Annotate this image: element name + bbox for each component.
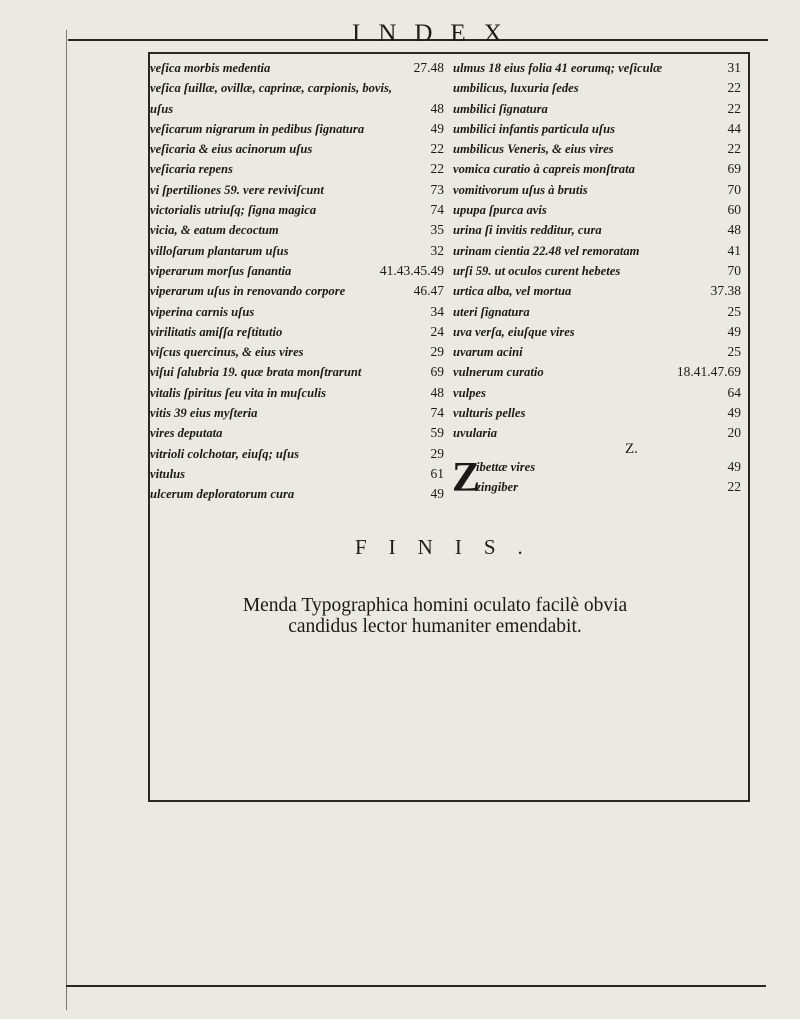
entry-term: upupa ſpurca avis	[453, 203, 547, 218]
entry-page-ref: 44	[727, 120, 741, 136]
entry-page-ref: 59	[430, 425, 444, 441]
entry-page-ref: 49	[727, 323, 741, 339]
index-entry	[150, 444, 444, 464]
entry-page-ref: 29	[430, 445, 444, 461]
entry-page-ref: 49	[430, 486, 444, 502]
entry-page-ref: 73	[430, 181, 444, 197]
entry-page-ref: 31	[727, 60, 741, 75]
index-entry	[453, 200, 741, 220]
entry-term: uvularia	[453, 426, 498, 441]
entry-term: umbilici ſignatura	[453, 101, 548, 116]
entry-term: veſicaria repens	[150, 162, 233, 177]
entry-page-ref: 69	[727, 161, 741, 177]
entry-term: viſcus quercinus, & eius vires	[150, 345, 304, 360]
page-title: INDEX	[352, 20, 520, 47]
entry-page-ref: 64	[727, 384, 741, 400]
top-rule-inner	[148, 52, 748, 54]
index-entry	[150, 322, 444, 342]
index-entry	[453, 58, 741, 78]
errata-note	[200, 595, 670, 637]
entry-term: vitulus	[150, 466, 185, 481]
index-entry	[476, 457, 741, 477]
index-entry	[150, 281, 444, 301]
entry-term: vulturis pelles	[453, 406, 526, 421]
index-entry	[453, 139, 741, 159]
index-entry	[150, 99, 444, 119]
entry-term: veſicarum nigrarum in pedibus ſignatura	[150, 121, 365, 136]
entry-page-ref: 22	[727, 479, 741, 495]
left-column	[150, 58, 444, 505]
entry-page-ref: 35	[430, 222, 444, 238]
entry-page-ref: 48	[430, 384, 444, 400]
index-entry	[150, 78, 444, 98]
index-entry	[453, 119, 741, 139]
entry-term: victorialis utriuſq; ſigna magica	[150, 203, 317, 218]
index-entry	[150, 261, 444, 281]
entry-term: ibettæ vires	[476, 460, 536, 474]
bottom-rule-outer	[66, 985, 766, 987]
entry-page-ref: 41.43.45.49	[379, 262, 444, 278]
entry-term: veſica ſuillæ, ovillæ, caprinæ, carpionis, bovis,	[150, 81, 393, 96]
index-entry	[453, 261, 741, 281]
bottom-rule	[148, 800, 750, 802]
z-section-mark: Z.	[625, 441, 638, 457]
entry-term: viperarum morſus ſanantia	[150, 263, 292, 278]
entry-page-ref: 32	[430, 242, 444, 258]
entry-term: uteri ſignatura	[453, 304, 530, 319]
finis-heading: FINIS.	[355, 535, 545, 559]
index-entry	[453, 78, 741, 98]
entry-page-ref: 25	[727, 344, 741, 360]
index-entry	[150, 302, 444, 322]
entry-page-ref: 27.48	[413, 60, 444, 75]
index-entry	[150, 403, 444, 423]
index-entry	[150, 484, 444, 504]
index-entry	[476, 477, 741, 497]
index-entry	[150, 58, 444, 78]
entry-term: vomica curatio à capreis monſtrata	[453, 162, 635, 177]
entry-term: umbilici infantis particula uſus	[453, 121, 616, 136]
index-entry	[150, 200, 444, 220]
index-entry	[453, 383, 741, 403]
entry-term: vulnerum curatio	[453, 365, 544, 380]
entry-page-ref: 74	[430, 202, 444, 218]
entry-page-ref: 74	[430, 405, 444, 421]
z-entries	[476, 457, 741, 498]
entry-term: vulpes	[453, 385, 486, 400]
entry-page-ref: 34	[430, 303, 444, 319]
entry-term: vicia, & eatum decoctum	[150, 223, 279, 238]
index-entry	[453, 322, 741, 342]
entry-term: zingiber	[476, 480, 518, 495]
index-entry	[453, 220, 741, 240]
entry-term: vitalis ſpiritus ſeu vita in muſculis	[150, 385, 326, 400]
index-entry	[150, 180, 444, 200]
entry-page-ref: 49	[430, 120, 444, 136]
index-entry	[453, 241, 741, 261]
entry-term: vires deputata	[150, 426, 223, 441]
entry-term: vomitivorum uſus à brutis	[453, 182, 588, 197]
entry-term: vitis 39 eius myſteria	[150, 406, 258, 421]
frame-left-outer	[66, 30, 67, 1010]
index-entry	[453, 159, 741, 179]
entry-page-ref: 70	[727, 262, 741, 278]
index-entry	[453, 342, 741, 362]
entry-page-ref: 22	[727, 100, 741, 116]
entry-term: urina ſi invitis redditur, cura	[453, 223, 602, 238]
entry-term: uſus	[150, 101, 174, 116]
entry-term: virilitatis amiſſa reſtitutio	[150, 324, 283, 339]
index-entry	[150, 383, 444, 403]
entry-term: urinam cientia 22.48 vel remoratam	[453, 243, 640, 258]
entry-term: ulmus 18 eius folia 41 eorumq; veſiculæ	[453, 61, 663, 75]
frame-right	[748, 52, 750, 802]
entry-term: umbilicus, luxuria ſedes	[453, 81, 579, 96]
entry-page-ref: 20	[727, 425, 741, 441]
entry-term: urtica alba, vel mortua	[453, 284, 572, 299]
index-entry	[453, 362, 741, 382]
entry-page-ref: 48	[430, 100, 444, 116]
entry-term: viperina carnis uſus	[150, 304, 255, 319]
entry-page-ref: 69	[430, 364, 444, 380]
right-column	[453, 58, 741, 444]
index-entry	[150, 423, 444, 443]
entry-page-ref: 22	[430, 141, 444, 157]
index-entry	[150, 241, 444, 261]
index-entry	[453, 423, 741, 443]
entry-page-ref: 22	[727, 80, 741, 96]
index-entry	[150, 159, 444, 179]
entry-page-ref: 18.41.47.69	[676, 364, 741, 380]
entry-term: uvarum acini	[453, 345, 523, 360]
errata-line-2: candidus lector humaniter emendabit.	[288, 616, 582, 637]
entry-term: vitrioli colchotar, eiuſq; uſus	[150, 446, 300, 461]
entry-page-ref: 48	[727, 222, 741, 238]
entry-term: viſui ſalubria 19. quæ brata monſtrarunt	[150, 365, 362, 380]
entry-term: umbilicus Veneris, & eius vires	[453, 142, 614, 157]
entry-page-ref: 22	[430, 161, 444, 177]
entry-page-ref: 24	[430, 323, 444, 339]
entry-term: veſicaria & eius acinorum uſus	[150, 142, 313, 157]
index-entry	[150, 139, 444, 159]
entry-term: urſi 59. ut oculos curent hebetes	[453, 263, 621, 278]
index-entry	[453, 302, 741, 322]
index-entry	[150, 220, 444, 240]
entry-term: vi ſpertiliones 59. vere reviviſcunt	[150, 182, 324, 197]
entry-term: viperarum uſus in renovando corpore	[150, 284, 346, 299]
z-initial: Z	[452, 455, 481, 501]
entry-term: ulcerum deploratorum cura	[150, 487, 295, 502]
index-entry	[150, 464, 444, 484]
entry-page-ref: 41	[727, 242, 741, 258]
entry-term: uva verſa, eiuſque vires	[453, 324, 575, 339]
index-entry	[453, 99, 741, 119]
index-entry	[150, 342, 444, 362]
entry-page-ref: 70	[727, 181, 741, 197]
entry-term: veſica morbis medentia	[150, 61, 271, 75]
index-entry	[453, 180, 741, 200]
index-entry	[453, 281, 741, 301]
index-entry	[453, 403, 741, 423]
entry-page-ref: 22	[727, 141, 741, 157]
index-entry	[150, 362, 444, 382]
index-entry	[150, 119, 444, 139]
errata-line-1: Menda Typographica homini oculato facilè obvia	[242, 595, 628, 616]
entry-page-ref: 46.47	[413, 283, 444, 299]
entry-page-ref: 25	[727, 303, 741, 319]
entry-term: villoſarum plantarum uſus	[150, 243, 289, 258]
entry-page-ref: 29	[430, 344, 444, 360]
entry-page-ref: 61	[430, 465, 444, 481]
entry-page-ref: 49	[727, 405, 741, 421]
entry-page-ref: 60	[727, 202, 741, 218]
entry-page-ref: 37.38	[710, 283, 741, 299]
entry-page-ref: 49	[727, 459, 741, 474]
